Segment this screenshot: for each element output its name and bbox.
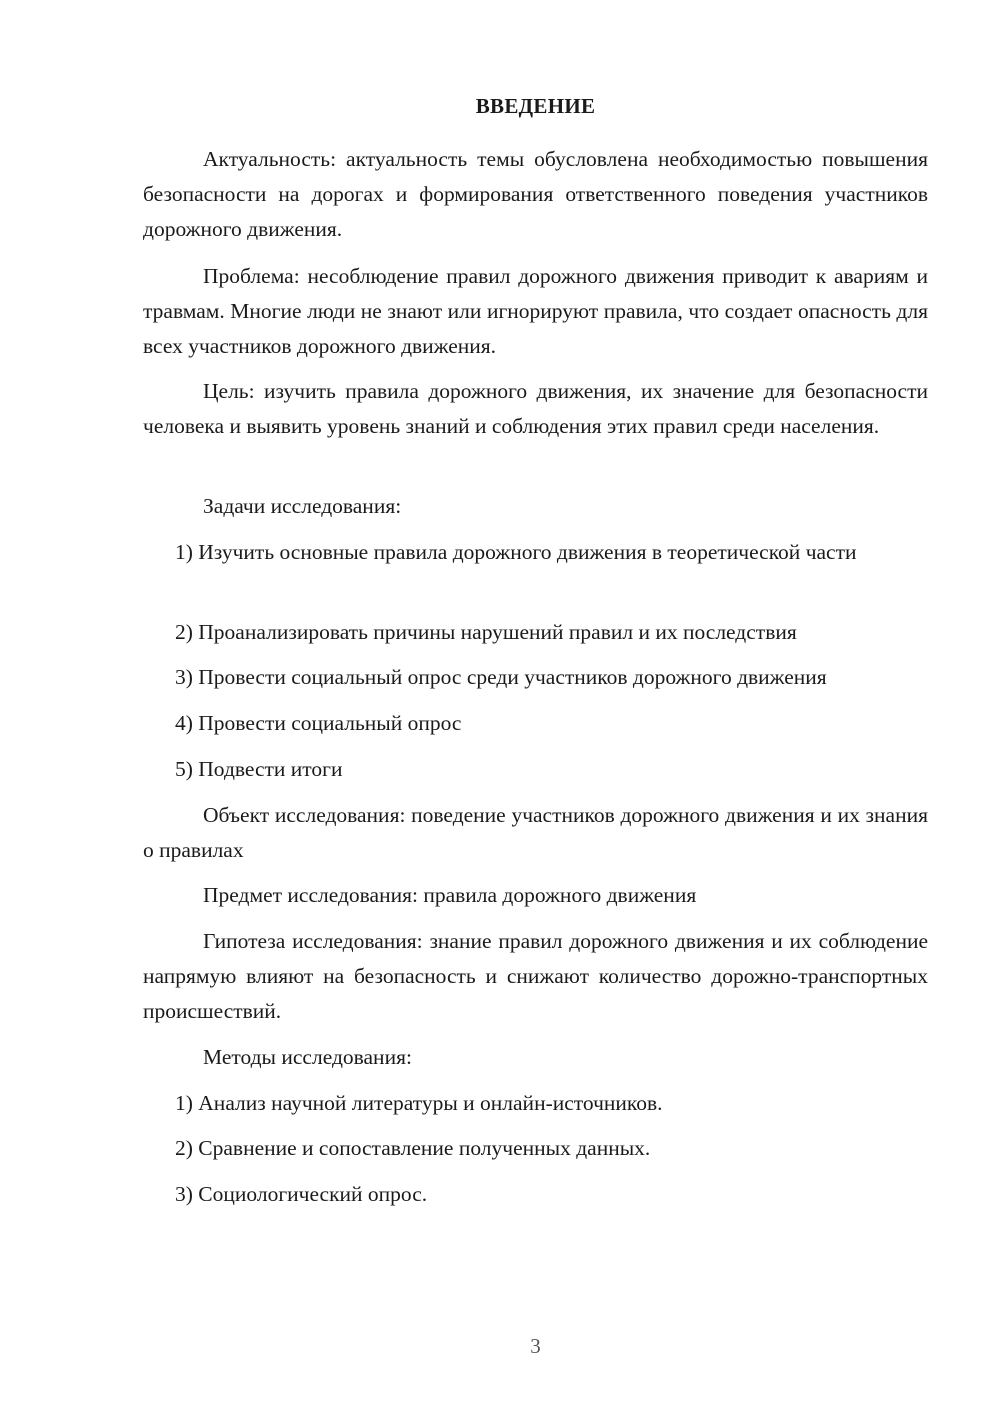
object-paragraph: Объект исследования: поведение участников дорожного движения и их знания о правилах — [143, 803, 928, 862]
task-item-1: 1) Изучить основные правила дорожного движения в теоретической части — [175, 540, 857, 564]
task-item-4: 4) Провести социальный опрос — [175, 711, 462, 735]
relevance-paragraph: Актуальность: актуальность темы обусловлена необходимостью повышения безопасности на дорогах и формирования ответственного поведения участников дорожного движения. — [143, 147, 928, 241]
problem-paragraph: Проблема: несоблюдение правил дорожного движения приводит к авариям и травмам. Многие люди не знают или игнорируют правила, что создает опасность для всех участников дорожного движения. — [143, 264, 928, 358]
method-item-3: 3) Социологический опрос. — [175, 1182, 428, 1206]
goal-paragraph: Цель: изучить правила дорожного движения, их значение для безопасности человека и выявить уровень знаний и соблюдения этих правил среди населения. — [143, 379, 928, 438]
tasks-heading: Задачи исследования: — [203, 494, 402, 518]
method-item-2: 2) Сравнение и сопоставление полученных данных. — [175, 1136, 651, 1160]
hypothesis-paragraph: Гипотеза исследования: знание правил дорожного движения и их соблюдение напрямую влияют на безопасность и снижают количество дорожно-транспортных происшествий. — [143, 929, 928, 1023]
task-item-5: 5) Подвести итоги — [175, 757, 343, 781]
methods-heading: Методы исследования: — [203, 1045, 412, 1069]
page-title: ВВЕДЕНИЕ — [475, 94, 596, 118]
task-item-2: 2) Проанализировать причины нарушений правил и их последствия — [175, 620, 797, 644]
method-item-1: 1) Анализ научной литературы и онлайн-источников. — [175, 1091, 663, 1115]
subject-paragraph: Предмет исследования: правила дорожного движения — [203, 883, 697, 907]
task-item-3: 3) Провести социальный опрос среди участников дорожного движения — [175, 665, 827, 689]
page-number: 3 — [530, 1334, 541, 1358]
